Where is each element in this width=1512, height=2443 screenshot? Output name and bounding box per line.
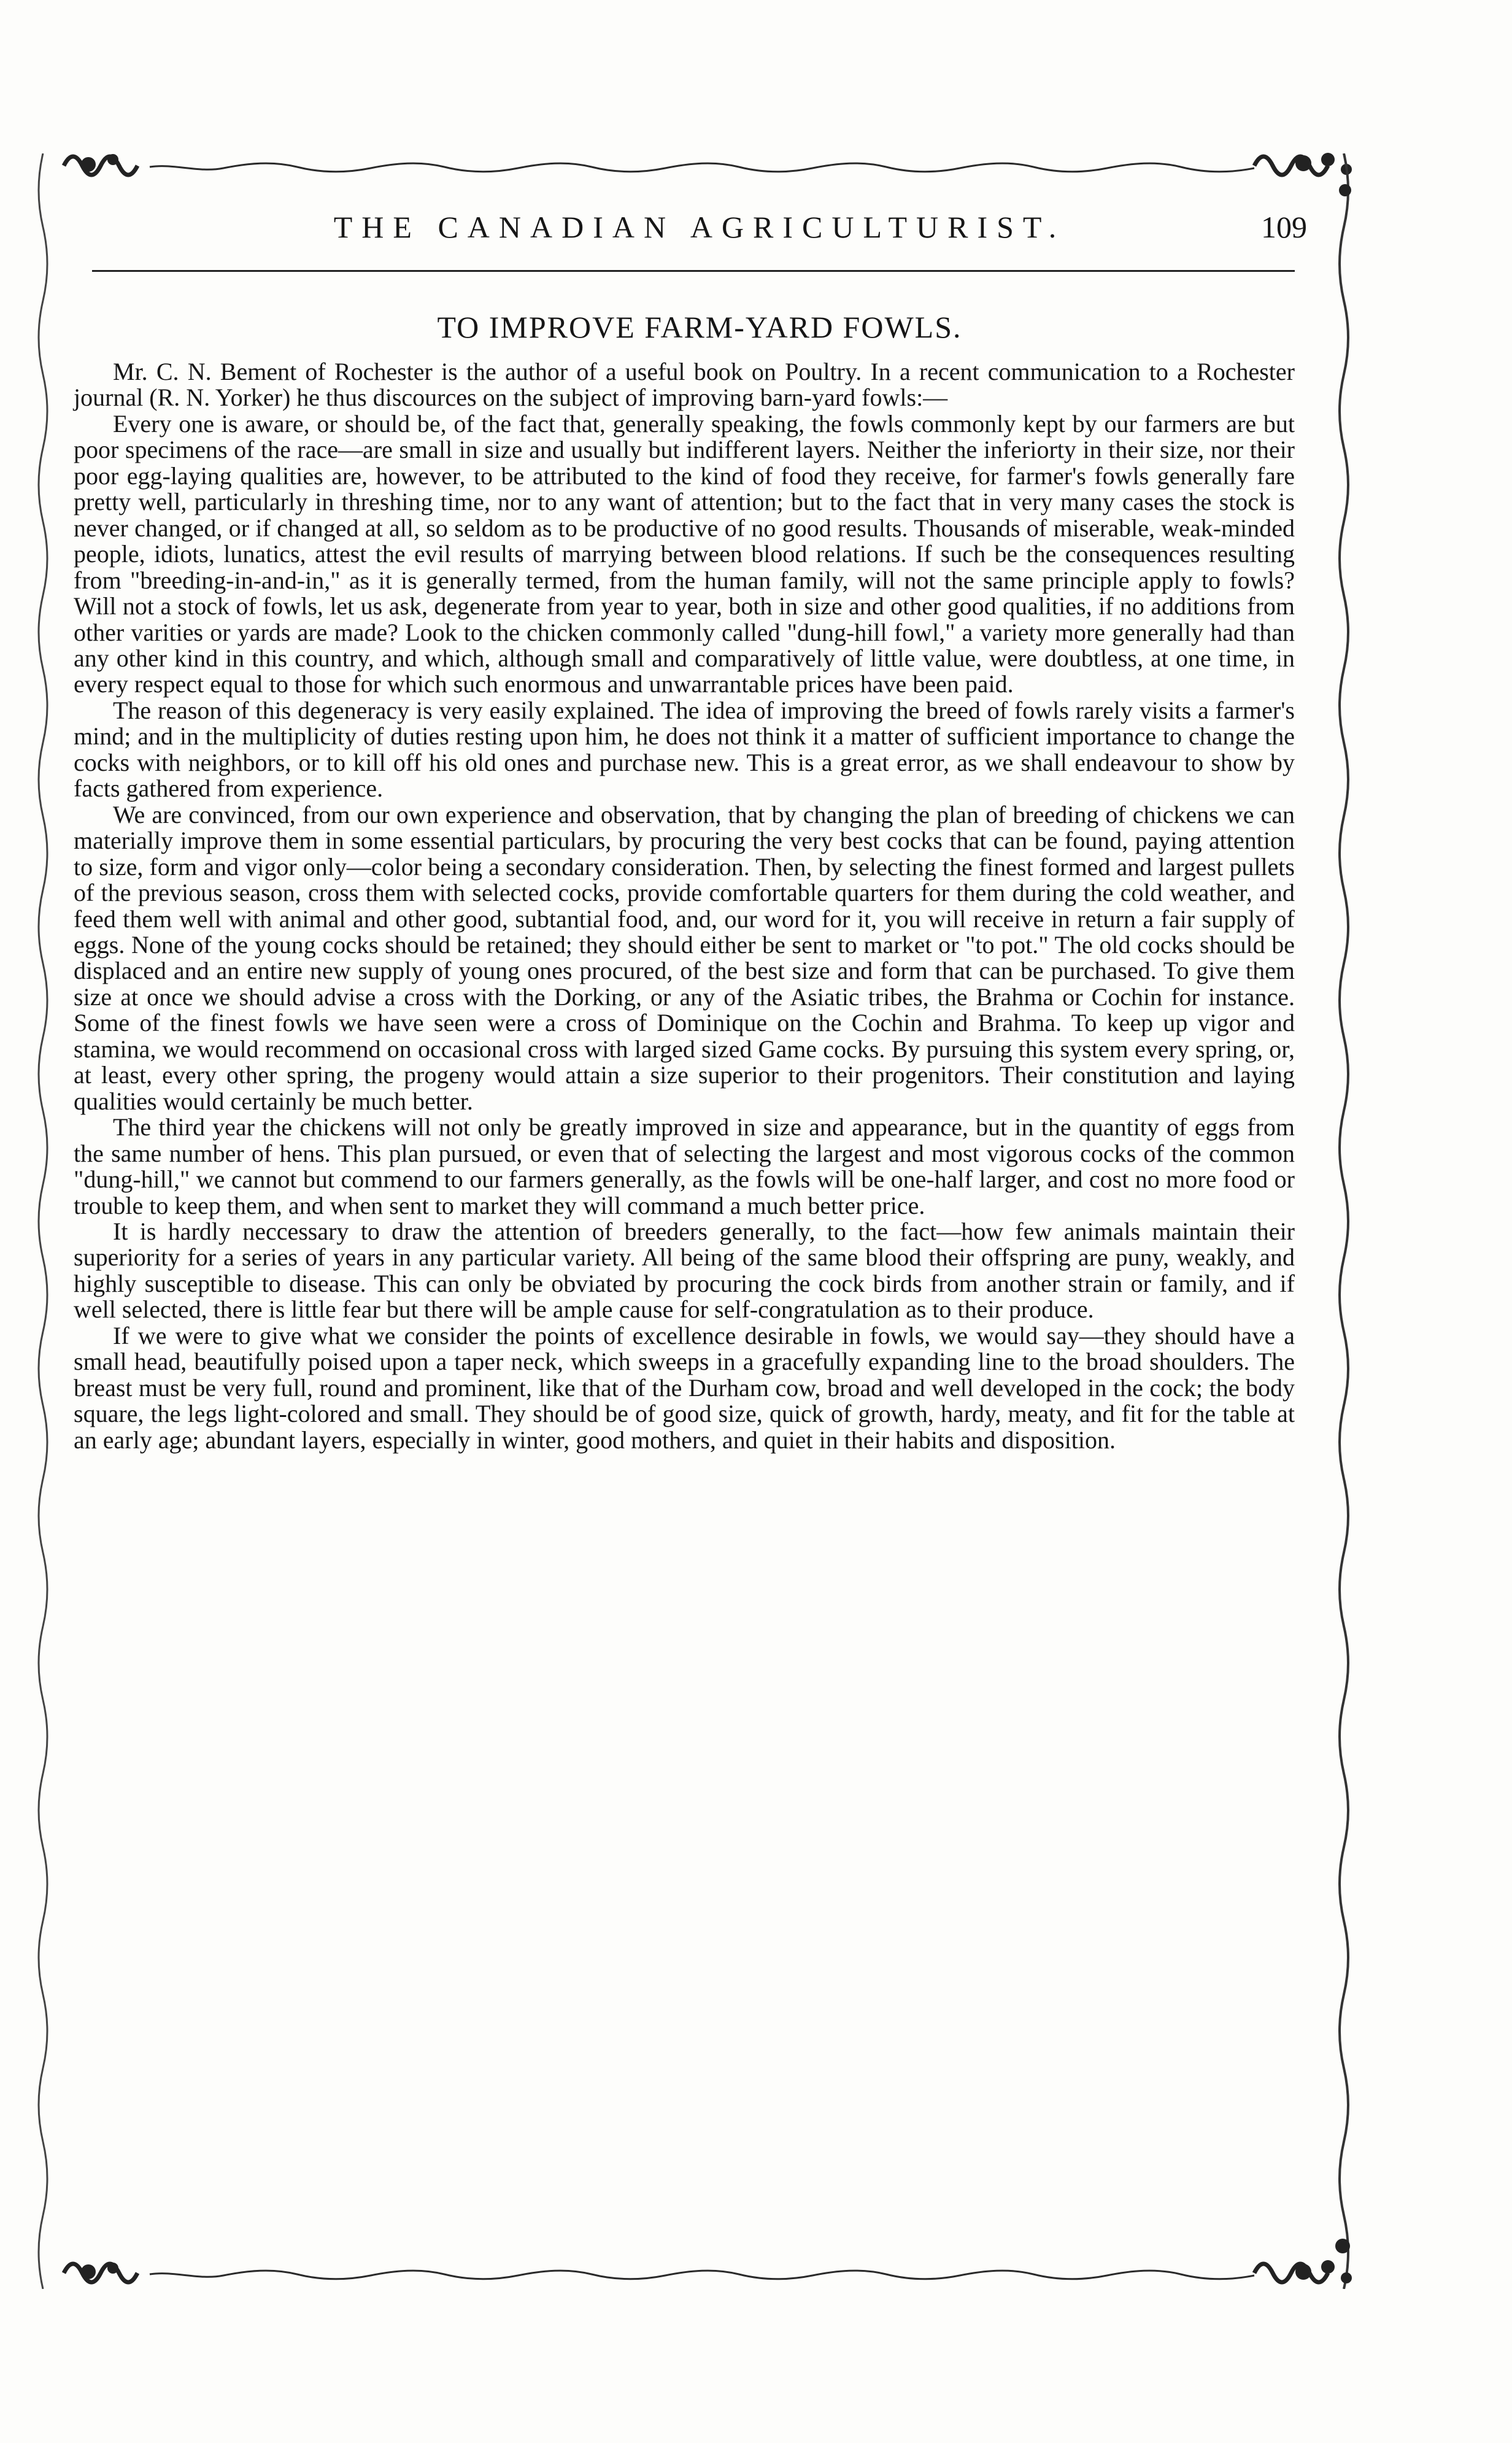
scroll-ornament-icon <box>1325 153 1362 2289</box>
scroll-ornament-icon <box>52 141 1365 185</box>
paragraph-1: Mr. C. N. Bement of Rochester is the author of a useful book on Poultry. In a recent communication to a Rochester journal (R. N. Yorker) he thus discources on the subject of improving barn-yard fowls:— <box>74 358 1295 412</box>
paragraph-7: If we were to give what we consider the points of excellence desirable in fowls, we would say—they should have a small head, beautifully poised upon a taper neck, which sweeps in a gracefully expanding line to the broad shoulders. The breast must be very full, round and prominent, like that of the Durham cow, broad and well developed in the cock; the body square, the legs light-colored and small. They should be of good size, quick of growth, hardy, meaty, and fit for the table at an early age; abundant layers, especially in winter, good mothers, and quiet in their habits and disposition. <box>74 1321 1295 1454</box>
paragraph-3: The reason of this degeneracy is very easily explained. The idea of improving the breed of fowls rarely visits a farmer's mind; and in the multiplicity of duties resting upon him, he does not think it a matter of sufficient importance to change the cocks with neighbors, or to kill off his old ones and purchase new. This is a great error, as we shall endeavour to show by facts gathered from experience. <box>74 696 1295 803</box>
paragraph-6: It is hardly neccessary to draw the attention of breeders generally, to the fact—how few animals maintain their superiority for a series of years in any particular variety. All being of the same blood their offspring are puny, weakly, and highly susceptible to disease. This can only be obviated by procuring the cock birds from another strain or family, and if well selected, there is little fear but there will be ample cause for self-congratulation as to their produce. <box>74 1217 1295 1324</box>
top-ornamental-border <box>52 141 1365 185</box>
running-title: THE CANADIAN AGRICULTURIST. <box>333 210 1066 244</box>
page-number: 109 <box>1261 210 1307 244</box>
running-header <box>86 203 1313 252</box>
paragraph-4: We are convinced, from our own experience and observation, that by changing the plan of breeding of chickens we can materially improve them in some essential particulars, by procuring the very best cocks that can be found, paying attention to size, form and vigor only—color being a secondary consideration. Then, by selecting the finest formed and largest pullets of the previous season, cross them with selected cocks, provide comfortable quarters for them during the cold weather, and feed them well with animal and other good, subtantial food, and, our word for it, you will receive in return a fair supply of eggs. None of the young cocks should be retained; they should either be sent to market or "to pot." The old cocks should be displaced and an entire new supply of young ones procured, of the best size and form that can be purchased. To give them size at once we should advise a cross with the Dorking, or any of the Asiatic tribes, the Brahma or Cochin for instance. Some of the finest fowls we have seen were a cross of Dominique on the Cochin and Brahma. To keep up vigor and stamina, we would recommend on occasional cross with larged sized Game cocks. By pursuing this system every spring, or, at least, every other spring, the progeny would attain a size superior to their progenitors. Their constitution and laying qualities would certainly be much better. <box>74 800 1295 1115</box>
article-body <box>74 359 1295 1453</box>
paragraph-5: The third year the chickens will not only be greatly improved in size and appearance, but in the quantity of eggs from the same number of hens. This plan pursued, or even that of selecting the largest and most vigorous cocks of the common "dung-hill," we cannot but commend to our farmers generally, as the fowls will be one-half larger, and cost no more food or trouble to keep them, and when sent to market they will command a much better price. <box>74 1113 1295 1219</box>
bottom-ornamental-border <box>52 2251 1365 2295</box>
header-rule <box>92 270 1295 272</box>
scroll-ornament-icon <box>25 153 61 2289</box>
right-decorative-border <box>1325 153 1362 2289</box>
left-decorative-border <box>25 153 61 2289</box>
article-title: TO IMPROVE FARM-YARD FOWLS. <box>437 310 962 344</box>
scroll-ornament-icon <box>52 2251 1365 2295</box>
paragraph-2: Every one is aware, or should be, of the fact that, generally speaking, the fowls commonly kept by our farmers are but poor specimens of the race—are small in size and usually but indifferent layers. Neither the inferiorty in their size, nor their poor egg-laying qualities are, however, to be attributed to the kind of food they receive, for farmer's fowls generally fare pretty well, particularly in threshing time, nor to any want of attention; but to the fact that in very many cases the stock is never changed, or if changed at all, so seldom as to be productive of no good results. Thousands of miserable, weak-minded people, idiots, lunatics, attest the evil results of marrying between blood relations. If such be the consequences resulting from "breeding-in-and-in," as it is generally termed, from the human family, will not the same principle apply to fowls? Will not a stock of fowls, let us ask, degenerate from year to year, both in size and other good qualities, if no additions from other varities or yards are made? Look to the chicken commonly called "dung-hill fowl," a variety more generally had than any other kind in this country, and which, although small and comparatively of little value, were doubtless, at one time, in every respect equal to those for which such enormous and unwarrantable prices have been paid. <box>74 409 1295 698</box>
